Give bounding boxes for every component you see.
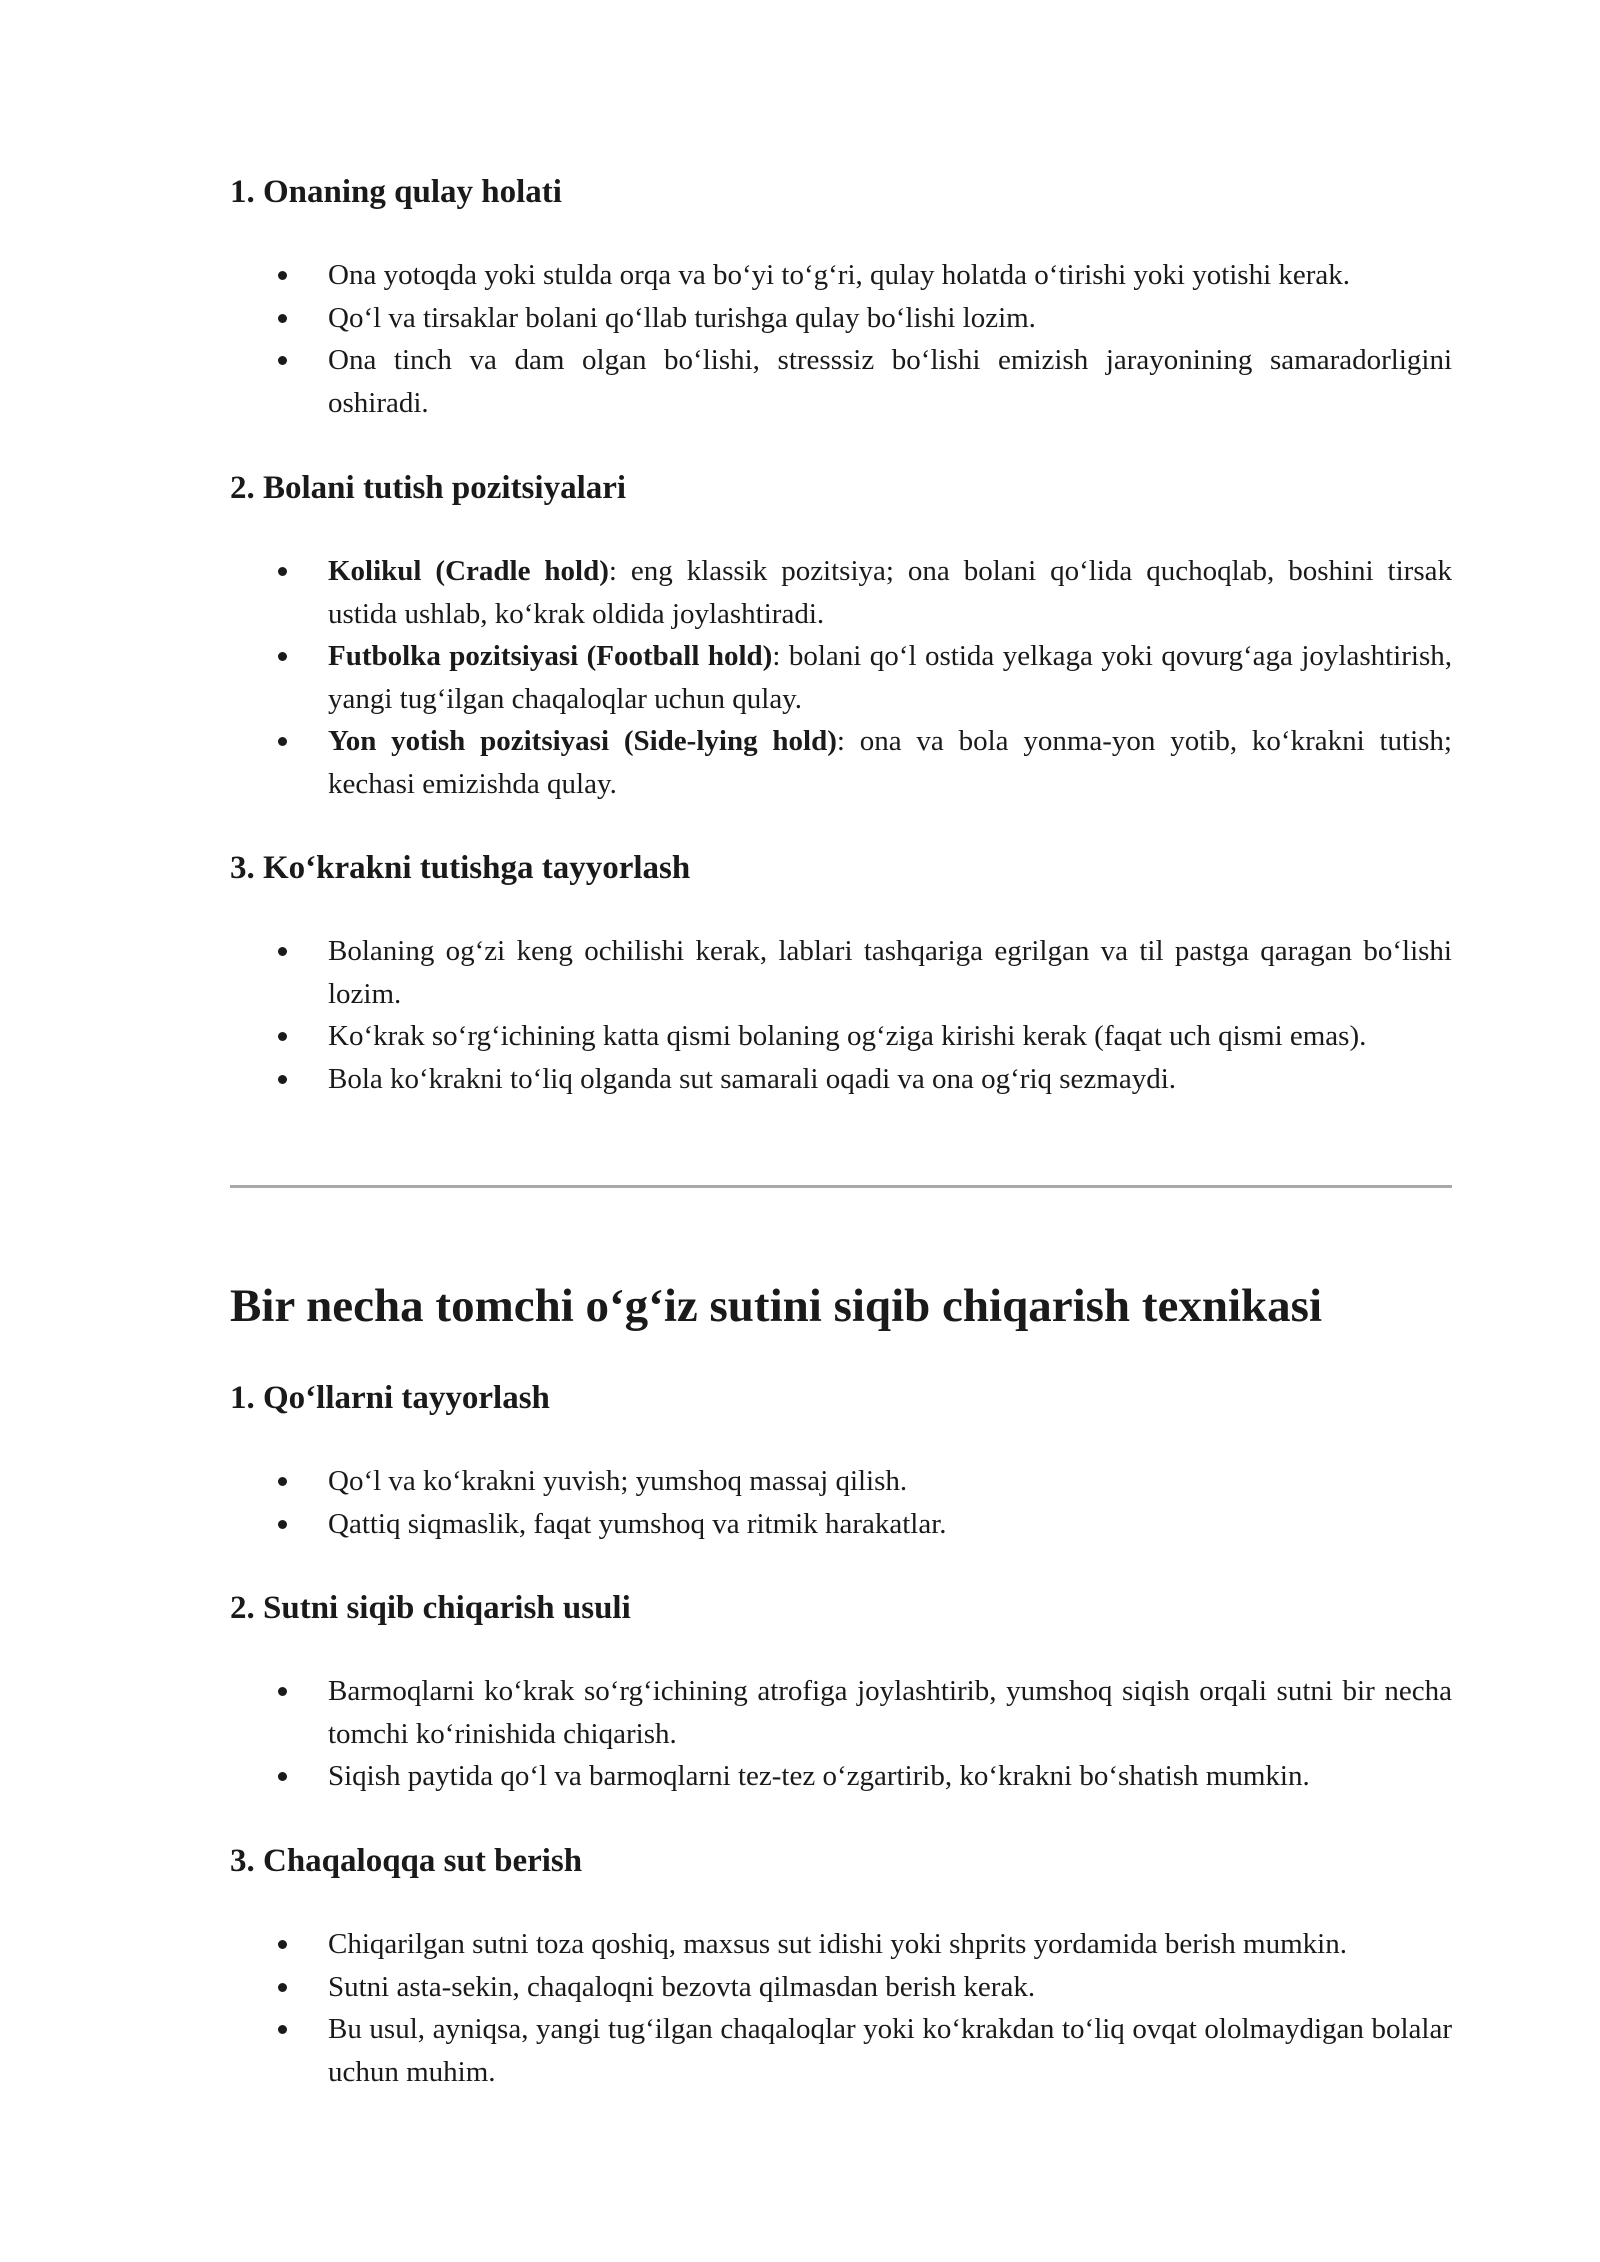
list-item: Ona yotoqda yoki stulda orqa va bo‘yi to‘g‘ri, qulay holatda o‘tirishi yoki yotishi kerak.	[230, 254, 1506, 297]
bullet-list	[230, 1670, 1452, 1798]
list-item: Siqish paytida qo‘l va barmoqlarni tez-tez o‘zgartirib, ko‘krakni bo‘shatish mumkin.	[230, 1755, 1452, 1798]
bullet-icon	[278, 652, 287, 661]
section-heading: 2. Sutni siqib chiqarish usuli	[230, 1590, 631, 1626]
section-heading: 3. Ko‘krakni tutishga tayyorlash	[230, 850, 691, 886]
main-title: Bir necha tomchi o‘g‘iz sutini siqib chiqarish texnikasi	[230, 1280, 1323, 1332]
list-item: Ko‘krak so‘rg‘ichining katta qismi bolaning og‘ziga kirishi kerak (faqat uch qismi emas).	[230, 1015, 1452, 1058]
list-item: Chiqarilgan sutni toza qoshiq, maxsus sut idishi yoki shprits yordamida berish mumkin.	[230, 1923, 1506, 1966]
list-item: Barmoqlarni ko‘krak so‘rg‘ichining atrofiga joylashtirib, yumshoq siqish orqali sutni bir necha tomchi ko‘rinishida chiqarish.	[230, 1670, 1452, 1755]
bullet-list	[230, 930, 1452, 1100]
section-heading: 2. Bolani tutish pozitsiyalari	[230, 470, 627, 506]
section-heading: 1. Onaning qulay holati	[230, 174, 562, 210]
section-divider	[230, 1185, 1452, 1188]
bullet-icon	[278, 271, 287, 280]
bullet-list	[230, 1460, 1452, 1545]
bullet-icon	[278, 2025, 287, 2034]
bullet-list	[230, 550, 1452, 805]
list-item: Kolikul (Cradle hold): eng klassik pozitsiya; ona bolani qo‘lida quchoqlab, boshini tirsak ustida ushlab, ko‘krak oldida joylashtiradi.	[230, 550, 1452, 635]
bullet-icon	[278, 947, 287, 956]
bullet-icon	[278, 1520, 287, 1529]
list-item: Qattiq siqmaslik, faqat yumshoq va ritmik harakatlar.	[230, 1503, 1452, 1546]
bullet-icon	[278, 1075, 287, 1084]
list-item: Bolaning og‘zi keng ochilishi kerak, lablari tashqariga egrilgan va til pastga qaragan bo‘lishi lozim.	[230, 930, 1452, 1015]
list-item: Bola ko‘krakni to‘liq olganda sut samarali oqadi va ona og‘riq sezmaydi.	[230, 1058, 1452, 1101]
bullet-icon	[278, 1032, 287, 1041]
term-label: Futbolka pozitsiyasi (Football hold)	[328, 640, 773, 672]
section-heading: 3. Chaqaloqqa sut berish	[230, 1843, 583, 1879]
bullet-icon	[278, 1772, 287, 1781]
term-label: Kolikul (Cradle hold)	[328, 555, 609, 587]
bullet-icon	[278, 567, 287, 576]
bullet-list	[230, 254, 1452, 424]
bullet-icon	[278, 356, 287, 365]
list-item: Sutni asta-sekin, chaqaloqni bezovta qilmasdan berish kerak.	[230, 1966, 1452, 2009]
list-item: Qo‘l va tirsaklar bolani qo‘llab turishga qulay bo‘lishi lozim.	[230, 297, 1452, 340]
list-item: Ona tinch va dam olgan bo‘lishi, stresssiz bo‘lishi emizish jarayonining samaradorligini oshiradi.	[230, 339, 1452, 424]
bullet-icon	[278, 737, 287, 746]
list-item: Bu usul, ayniqsa, yangi tug‘ilgan chaqaloqlar yoki ko‘krakdan to‘liq ovqat ololmaydigan bolalar uchun muhim.	[230, 2008, 1452, 2093]
section-heading: 1. Qo‘llarni tayyorlash	[230, 1380, 550, 1416]
bullet-icon	[278, 1983, 287, 1992]
list-item: Yon yotish pozitsiyasi (Side-lying hold): ona va bola yonma-yon yotib, ko‘krakni tutish; kechasi emizishda qulay.	[230, 720, 1452, 805]
bullet-icon	[278, 314, 287, 323]
bullet-icon	[278, 1940, 287, 1949]
bullet-icon	[278, 1687, 287, 1696]
list-item: Qo‘l va ko‘krakni yuvish; yumshoq massaj qilish.	[230, 1460, 1452, 1503]
bullet-list	[230, 1923, 1452, 2093]
bullet-icon	[278, 1477, 287, 1486]
list-item: Futbolka pozitsiyasi (Football hold): bolani qo‘l ostida yelkaga yoki qovurg‘aga joylashtirish, yangi tug‘ilgan chaqaloqlar uchun qulay.	[230, 635, 1452, 720]
term-label: Yon yotish pozitsiyasi (Side-lying hold)	[328, 725, 837, 757]
